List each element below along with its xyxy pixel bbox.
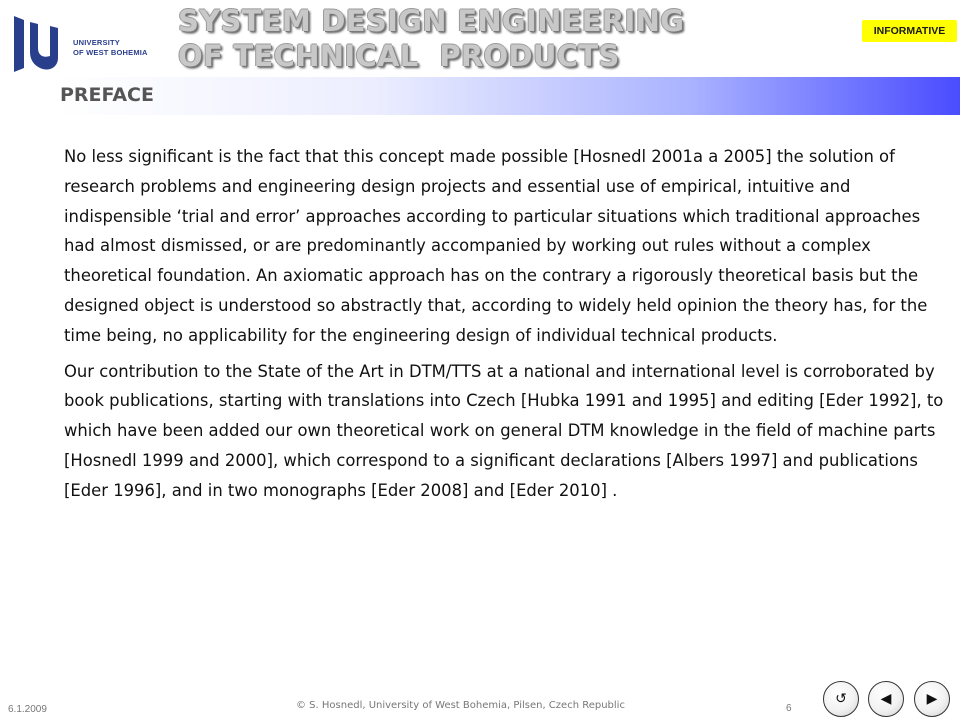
body-paragraph-2: Our contribution to the State of the Art in DTM/TTS at a national and international level is corroborated by book publications, starting with translations into Czech [Hubka 1991 and 1995] and editing [Eder 1992], to which have been added our own theoretical work on general DTM knowledge in the field of machine parts [Hosnedl 1999 and 2000], which correspond to a significant declarations [Albers 1997] and publications [Eder 1996], and in two monographs [Eder 2008] and [Eder 2010] . [64,361,944,500]
slide-title-line1: SYSTEM DESIGN ENGINEERING [178,4,685,38]
body-paragraph-1: No less significant is the fact that this concept made possible [Hosnedl 2001a a 2005] the solution of research problems and engineering design projects and essential use of empirical, intuitive and indispensible ‘trial and error’ approaches according to particular situations which traditional approaches had almost dismissed, or are predominantly accompanied by working out rules without a complex theoretical foundation. An axiomatic approach has on the contrary a rigorously theoretical basis but the designed object is understood so abstractly that, according to widely held opinion the theory has, for the time being, no applicability for the engineering design of individual technical products. [64,147,928,345]
section-header-bar [58,77,960,115]
university-logo [10,12,160,74]
triangle-right-icon: ▶ [926,691,938,707]
university-name [73,38,148,58]
triangle-left-icon: ◀ [880,691,892,707]
university-name-line1: UNIVERSITY [73,38,121,47]
next-button[interactable] [914,681,950,717]
page-number: 6 [786,703,792,714]
return-button[interactable] [823,681,859,717]
informative-badge: INFORMATIVE [862,20,957,42]
university-logo-icon [10,12,68,74]
slide-body [64,142,944,512]
slide-title-line2: OF TECHNICAL PRODUCTS [178,39,620,73]
university-name-line2: OF WEST BOHEMIA [73,48,148,57]
section-title: PREFACE [60,84,154,106]
slide-title [178,4,684,74]
footer-date: 6.1.2009 [8,704,47,715]
footer-copyright: © S. Hosnedl, University of West Bohemia, Pilsen, Czech Republic [296,700,625,711]
return-arrow-icon: ↺ [835,691,847,707]
previous-button[interactable] [868,681,904,717]
